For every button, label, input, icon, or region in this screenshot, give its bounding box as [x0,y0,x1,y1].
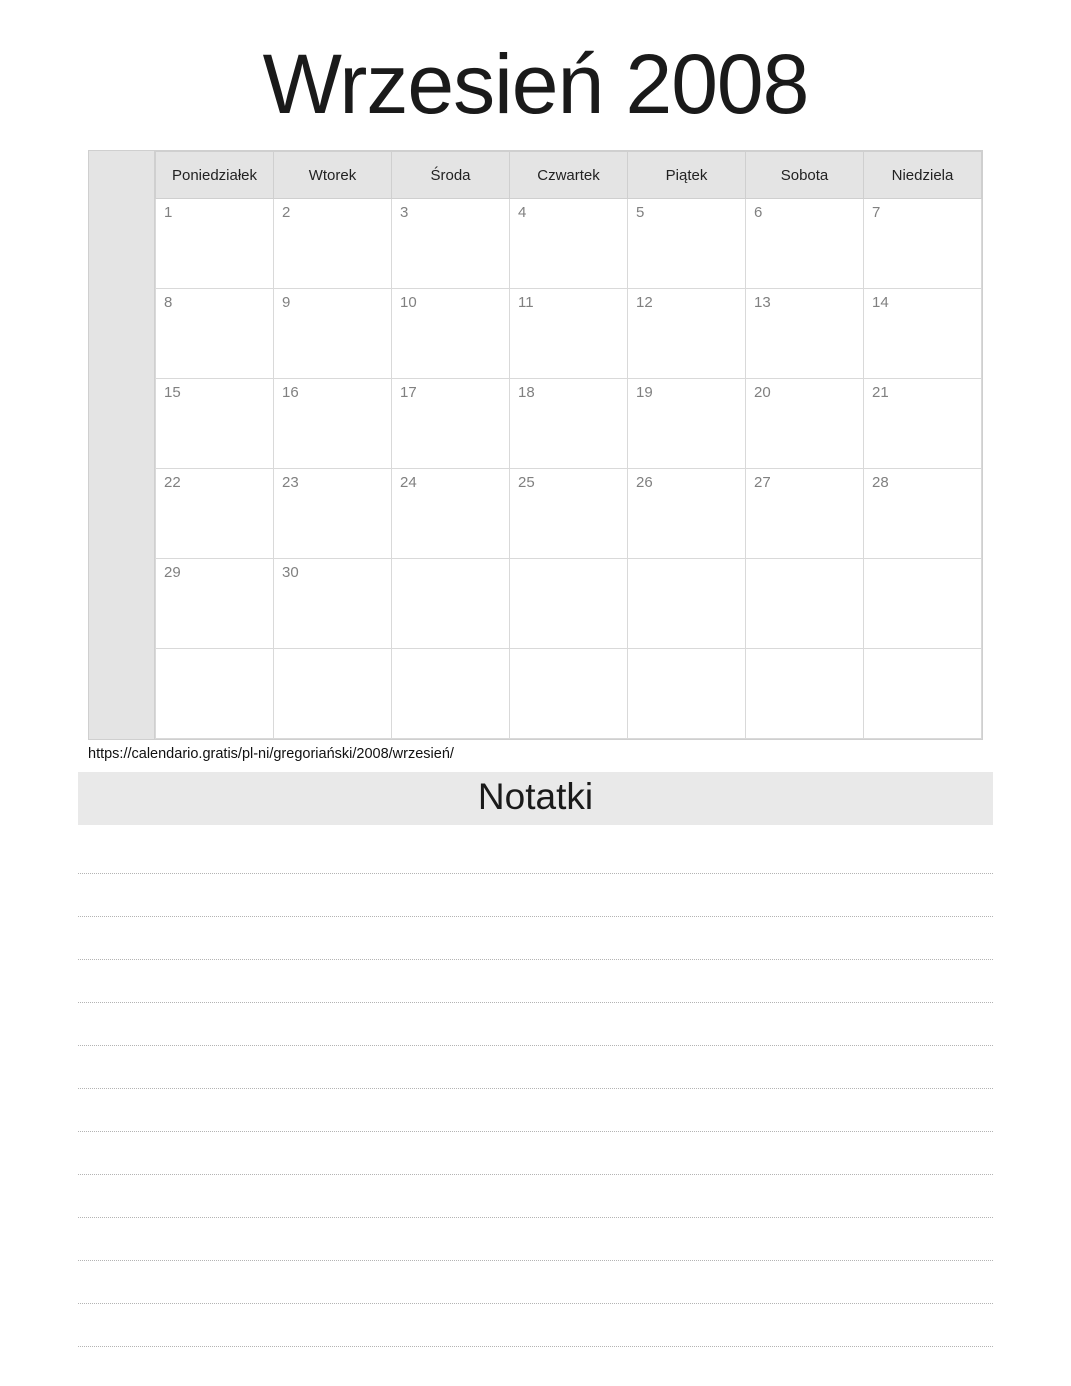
day-cell[interactable] [274,649,392,739]
day-cell[interactable] [628,649,746,739]
note-line[interactable] [78,1304,993,1347]
note-line[interactable] [78,1218,993,1261]
note-line[interactable] [78,831,993,874]
day-cell[interactable] [392,559,510,649]
day-cell[interactable]: 18 [510,379,628,469]
calendar-week-row [156,649,982,739]
note-line[interactable] [78,1046,993,1089]
note-line[interactable] [78,1003,993,1046]
page-title: Wrzesień 2008 [262,37,809,131]
day-cell[interactable]: 3 [392,199,510,289]
day-cell[interactable] [864,649,982,739]
notes-lines [78,825,993,1347]
note-line[interactable] [78,1089,993,1132]
day-cell[interactable]: 28 [864,469,982,559]
calendar-container [88,150,983,740]
day-cell[interactable]: 4 [510,199,628,289]
day-cell[interactable]: 9 [274,289,392,379]
calendar-week-row [156,379,982,469]
note-line[interactable] [78,1132,993,1175]
day-cell[interactable]: 21 [864,379,982,469]
weekday-header-saturday: Sobota [746,152,864,199]
day-cell[interactable]: 30 [274,559,392,649]
day-cell[interactable]: 16 [274,379,392,469]
day-cell[interactable]: 15 [156,379,274,469]
calendar-week-row [156,469,982,559]
calendar-week-row [156,289,982,379]
day-cell[interactable]: 29 [156,559,274,649]
weekday-header-tuesday: Wtorek [274,152,392,199]
day-cell[interactable]: 14 [864,289,982,379]
calendar-week-row [156,199,982,289]
day-cell[interactable]: 17 [392,379,510,469]
day-cell[interactable]: 13 [746,289,864,379]
day-cell[interactable]: 2 [274,199,392,289]
notes-heading: Notatki [78,772,993,825]
day-cell[interactable] [510,559,628,649]
weekday-header-monday: Poniedziałek [156,152,274,199]
day-cell[interactable]: 25 [510,469,628,559]
day-cell[interactable] [156,649,274,739]
day-cell[interactable]: 5 [628,199,746,289]
note-line[interactable] [78,960,993,1003]
note-line[interactable] [78,1261,993,1304]
day-cell[interactable] [864,559,982,649]
day-cell[interactable]: 11 [510,289,628,379]
source-url[interactable]: https://calendario.gratis/pl-ni/gregoriański/2008/wrzesień/ [88,746,454,762]
calendar-left-gutter [89,151,155,739]
calendar-week-row [156,559,982,649]
day-cell[interactable]: 19 [628,379,746,469]
day-cell[interactable]: 12 [628,289,746,379]
day-cell[interactable] [746,559,864,649]
calendar-table [155,151,982,739]
day-cell[interactable]: 23 [274,469,392,559]
day-cell[interactable]: 20 [746,379,864,469]
day-cell[interactable]: 7 [864,199,982,289]
day-cell[interactable] [392,649,510,739]
day-cell[interactable]: 27 [746,469,864,559]
weekday-header-friday: Piątek [628,152,746,199]
weekday-header-wednesday: Środa [392,152,510,199]
day-cell[interactable]: 24 [392,469,510,559]
weekday-header-thursday: Czwartek [510,152,628,199]
day-cell[interactable] [628,559,746,649]
day-cell[interactable]: 22 [156,469,274,559]
note-line[interactable] [78,874,993,917]
day-cell[interactable]: 8 [156,289,274,379]
calendar-header-row [156,152,982,199]
note-line[interactable] [78,1175,993,1218]
day-cell[interactable]: 1 [156,199,274,289]
weekday-header-sunday: Niedziela [864,152,982,199]
day-cell[interactable]: 10 [392,289,510,379]
day-cell[interactable] [510,649,628,739]
day-cell[interactable]: 26 [628,469,746,559]
day-cell[interactable] [746,649,864,739]
day-cell[interactable]: 6 [746,199,864,289]
note-line[interactable] [78,917,993,960]
